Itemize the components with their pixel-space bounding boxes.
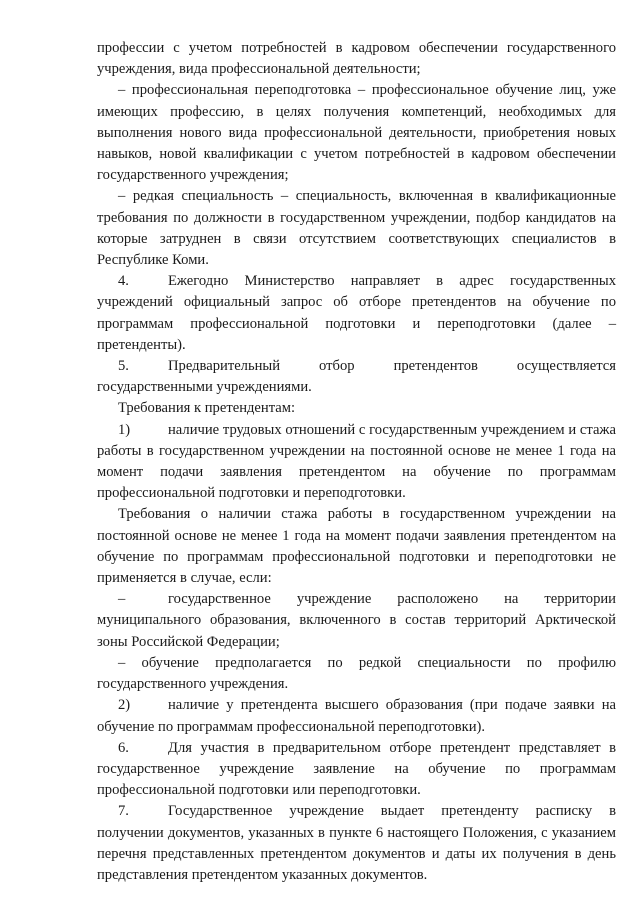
paragraph-number: 7. [118, 803, 129, 820]
paragraph-text: – редкая специальность – специальность, включенная в квалификационные требования по должности в государственном учреждении, подбор кандидатов на которые затруднен в связи отсутствием соответствующих специалистов в Республике Коми. [97, 188, 616, 269]
paragraph-text: наличие у претендента высшего образования (при подаче заявки на обучение по программам профессиональной переподготовки). [97, 697, 616, 735]
paragraph-rare-specialty [97, 186, 616, 271]
paragraph-text: Требования о наличии стажа работы в государственном учреждении на постоянной основе не менее 1 года на момент подачи заявления претендентом на обучение по программам профессиональной подготовки и переподготовки не применяется в случае, если: [97, 506, 616, 587]
paragraph-text: – профессиональная переподготовка – профессиональное обучение лиц, уже имеющих профессию, в целях получения компетенций, необходимых для выполнения нового вида профессиональной деятельности, приобретения новых навыков, новой квалификации с учетом потребностей в кадровом обеспечении государственного учреждения; [97, 82, 616, 184]
paragraph-requirements-heading [97, 398, 616, 419]
paragraph-text: Предварительный отбор претендентов осуществляется государственными учреждениями. [97, 358, 616, 396]
paragraph-professional-retraining [97, 80, 616, 186]
paragraph-number: 6. [118, 739, 129, 756]
paragraph-number: 2) [118, 697, 131, 714]
paragraph-text: Государственное учреждение выдает претенденту расписку в получении документов, указанных в пункте 6 настоящего Положения, с указанием перечня представленных претендентом документов и даты их получения в день представления претендентом указанных документов. [97, 803, 616, 883]
paragraph-experience-exception [97, 504, 616, 589]
paragraph-text: профессии с учетом потребностей в кадровом обеспечении государственного учреждения, вида профессиональной деятельности; [97, 40, 616, 78]
paragraph-item-5 [97, 356, 616, 398]
paragraph-number: 1) [118, 421, 131, 438]
paragraph-requirement-1 [97, 420, 616, 505]
paragraph-text: Ежегодно Министерство направляет в адрес государственных учреждений официальный запрос об отборе претендентов на обучение по программам профессиональной подготовки и переподготовки (далее – претенденты). [97, 273, 616, 353]
paragraph-number: – [118, 591, 126, 608]
paragraph-item-6 [97, 738, 616, 802]
paragraph-number: 4. [118, 273, 129, 290]
paragraph-number: 5. [118, 358, 129, 375]
paragraph-profession-continuation [97, 38, 616, 80]
paragraph-text: государственное учреждение расположено на территории муниципального образования, включенного в состав территорий Арктической зоны Российской Федерации; [97, 591, 616, 650]
paragraph-requirement-2 [97, 695, 616, 737]
paragraph-text: – обучение предполагается по редкой специальности по профилю государственного учреждения. [97, 654, 616, 693]
paragraph-text: Для участия в предварительном отборе претендент представляет в государственное учреждение заявление на обучение по программам профессиональной подготовки или переподготовки. [97, 739, 616, 799]
paragraph-item-4 [97, 271, 616, 356]
paragraph-arctic-zone [97, 589, 616, 653]
paragraph-rare-specialty-training [97, 653, 616, 695]
paragraph-item-7 [97, 801, 616, 886]
paragraph-text: Требования к претендентам: [118, 400, 296, 417]
paragraph-text: наличие трудовых отношений с государственным учреждением и стажа работы в государственном учреждении на постоянной основе не менее 1 года на момент подачи заявления претендентом на обучение по программам профессиональной подготовки и переподготовки. [97, 421, 616, 502]
document-body [97, 38, 616, 886]
